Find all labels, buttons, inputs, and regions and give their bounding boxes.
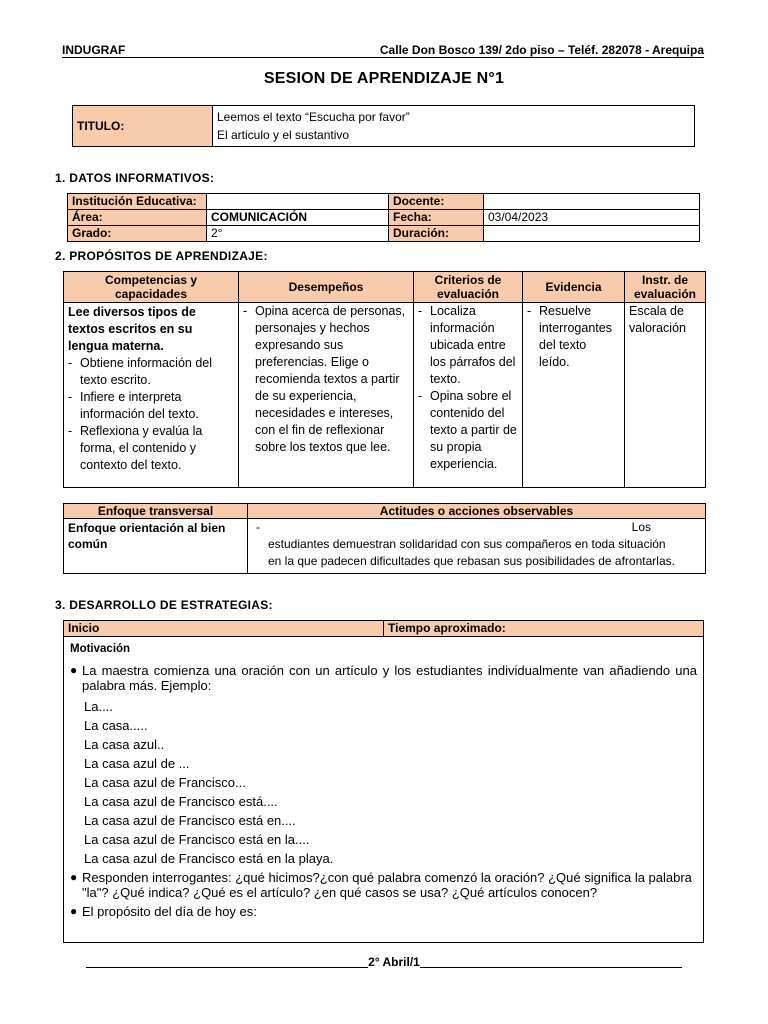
ejemplo-line: La casa azul de Francisco está en.... (84, 813, 296, 828)
duracion-label: Duración: (389, 226, 484, 242)
bullet-item: ● La maestra comienza una oración con un artículo y los estudiantes individualmente van añadiendo una palabra más. Ejemplo: (70, 663, 697, 693)
enfoque-table (63, 503, 706, 574)
institucion-label: Institución Educativa: (68, 194, 207, 210)
enfoque-line2: estudiantes demuestran solidaridad con sus compañeros en toda situación (268, 537, 666, 551)
header-left: INDUGRAF (62, 43, 126, 57)
footer-text: 2° Abril/1 (368, 955, 420, 969)
competencia-cell (64, 303, 239, 488)
desempeno-text: Opina acerca de personas, personajes y hechos expresando sus preferencias. Elige o recomienda textos a partir de su experiencia, necesidades e intereses, con el fin de reflexionar sobre los textos que lee. (255, 304, 406, 454)
col-competencias: Competencias y capacidades (64, 272, 239, 303)
section-datos: 1. DATOS INFORMATIVOS: (55, 171, 215, 185)
col-evidencia: Evidencia (523, 272, 625, 303)
duracion-value (484, 226, 700, 242)
criterio-item: - Localiza información ubicada entre los párrafos del texto. (418, 304, 516, 386)
institucion-value (207, 194, 389, 210)
tiempo-label: Tiempo aproximado: (384, 621, 704, 637)
area-value: COMUNICACIÓN (207, 210, 389, 226)
footer-rule-left (86, 967, 368, 968)
desempeno-cell: - Opina acerca de personas, personajes y hechos expresando sus preferencias. Elige o recomienda textos a partir de su experiencia, necesidades e intereses, con el fin de reflexionar sobre los textos que lee. (239, 303, 414, 488)
fecha-value: 03/04/2023 (484, 210, 700, 226)
motivacion-heading: Motivación (70, 643, 131, 655)
docente-label: Docente: (389, 194, 484, 210)
enfoque-actitudes (248, 519, 706, 574)
evidencia-text: Resuelve interrogantes del texto leído. (539, 304, 612, 369)
evidencia-cell: - Resuelve interrogantes del texto leído. (523, 303, 625, 488)
propositos-table (63, 271, 706, 488)
ejemplo-line: La casa azul de Francisco está en la playa. (84, 851, 334, 866)
instrumento-text: Escala de valoración (629, 304, 686, 335)
col-criterios: Criterios de evaluación (414, 272, 523, 303)
ejemplo-line: La casa azul de Francisco está en la.... (84, 832, 310, 847)
enfoque-header-left: Enfoque transversal (64, 504, 248, 519)
ejemplo-line: La casa azul de ... (84, 756, 190, 771)
header-right: Calle Don Bosco 139/ 2do piso – Teléf. 282078 - Arequipa (379, 43, 704, 57)
enfoque-dash: - (256, 520, 260, 534)
titulo-line2: El articulo y el sustantivo (217, 128, 350, 142)
capacidad-item: - Infiere e interpreta información del texto. (68, 390, 199, 421)
col-desempenos: Desempeños (239, 272, 414, 303)
titulo-table (72, 105, 695, 147)
header-rule (62, 57, 704, 58)
inicio-label: Inicio (64, 621, 384, 637)
ejemplo-line: La casa azul.. (84, 737, 165, 752)
grado-label: Grado: (68, 226, 207, 242)
bullet-item: ● Responden interrogantes: ¿qué hicimos?¿con qué palabra comenzó la oración? ¿Qué significa la palabra "la"? ¿Qué indica? ¿Qué es el artículo? ¿en qué casos se usa? ¿Qué artículos conocen? (70, 870, 692, 900)
bullet-item: ● El propósito del día de hoy es: (70, 904, 257, 919)
col-instrumento: Instr. de evaluación (625, 272, 706, 303)
criterios-cell (414, 303, 523, 488)
titulo-label: TITULO: (73, 106, 213, 147)
page-title: SESION DE APRENDIZAJE N°1 (263, 70, 505, 87)
capacidad-item: - Reflexiona y evalúa la forma, el contenido y contexto del texto. (68, 424, 203, 472)
ejemplo-line: La casa azul de Francisco... (84, 775, 246, 790)
ejemplo-line: La casa azul de Francisco está.... (84, 794, 278, 809)
desarrollo-content (64, 637, 704, 943)
fecha-label: Fecha: (389, 210, 484, 226)
instrumento-cell (625, 303, 706, 488)
ejemplo-line: La casa..... (84, 718, 148, 733)
footer (80, 955, 688, 969)
datos-table (67, 193, 700, 242)
footer-rule-right (420, 967, 682, 968)
enfoque-header-right: Actitudes o acciones observables (248, 504, 706, 519)
enfoque-los: Los (631, 520, 651, 534)
desarrollo-table (63, 620, 704, 943)
ejemplo-list (70, 697, 697, 868)
area-label: Área: (68, 210, 207, 226)
ejemplo-line: La.... (84, 699, 113, 714)
titulo-line1: Leemos el texto “Escucha por favor” (217, 110, 410, 124)
section-desarrollo: 3. DESARROLLO DE ESTRATEGIAS: (55, 598, 273, 612)
docente-value (484, 194, 700, 210)
enfoque-name: Enfoque orientación al bien común (64, 519, 248, 574)
section-propositos: 2. PROPÓSITOS DE APRENDIZAJE: (55, 249, 268, 263)
competencia-title: Lee diversos tipos de textos escritos en su lengua materna. (68, 305, 196, 353)
grado-value: 2° (207, 226, 389, 242)
capacidad-item: - Obtiene información del texto escrito. (68, 356, 213, 387)
titulo-content (213, 106, 695, 147)
criterio-item: - Opina sobre el contenido del texto a partir de su propia experiencia. (418, 389, 517, 471)
enfoque-line3: en la que padecen dificultades que rebasan sus posibilidades de afrontarlas. (268, 554, 675, 568)
